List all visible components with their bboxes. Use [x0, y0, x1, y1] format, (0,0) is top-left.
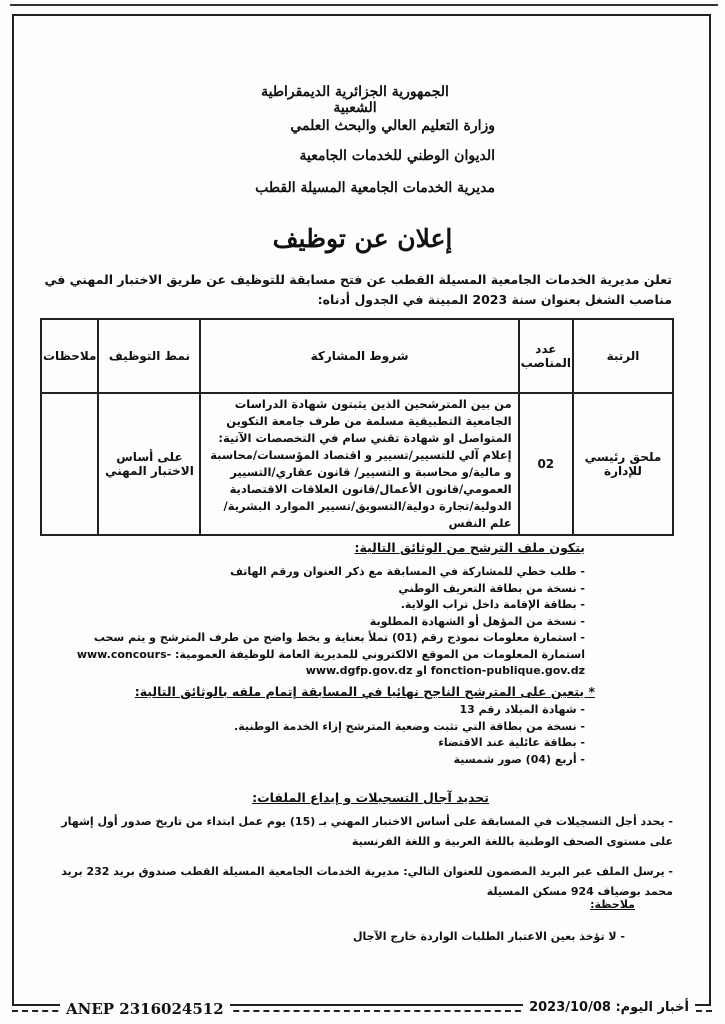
- header-positions: عدد المناصب: [519, 319, 573, 393]
- anep-reference: ANEP 2316024512: [60, 1000, 230, 1018]
- list-item: - نسخة من بطاقة التي تثبت وضعية المترشح إزاء الخدمة الوطنية.: [234, 719, 585, 733]
- top-rule: [10, 4, 718, 6]
- list-item: - أربع (04) صور شمسية: [453, 752, 585, 766]
- docs-section-title: يتكون ملف الترشح من الوثائق التالية:: [354, 540, 585, 555]
- cell-mode: على أساس الاختبار المهني: [98, 393, 200, 535]
- cell-rank: ملحق رئيسي للإدارة: [573, 393, 673, 535]
- header-rank: الرتبة: [573, 319, 673, 393]
- header-conditions: شروط المشاركة: [200, 319, 518, 393]
- note-title: ملاحظة:: [590, 898, 635, 911]
- header-mode: نمط التوظيف: [98, 319, 200, 393]
- cell-positions: 02: [519, 393, 573, 535]
- list-item: - نسخة من بطاقة التعريف الوطني: [398, 581, 585, 595]
- success-docs-list: [165, 702, 585, 768]
- table-row: [41, 393, 673, 535]
- list-item: - نسخة من المؤهل أو الشهادة المطلوبة: [369, 614, 585, 628]
- newspaper-date: أخبار اليوم: 2023/10/08: [523, 1000, 695, 1015]
- success-docs-title: * يتعين على المترشح الناجح نهائيا في المسابقة إتمام ملفه بالوثائق التالية:: [134, 684, 595, 699]
- directorate-heading: مديرية الخدمات الجامعية المسيلة القطب: [255, 180, 495, 196]
- mail-address-paragraph: - يرسل الملف عبر البريد المضمون للعنوان التالي: مديرية الخدمات الجامعية المسيلة القطب صندوق بريد 232 بريد محمد بوضياف 924 مسكن المسيلة: [61, 865, 673, 898]
- ministry-heading: وزارة التعليم العالي والبحث العلمي: [290, 118, 495, 134]
- cell-conditions: من بين المترشحين الذين يثبتون شهادة الدراسات الجامعية التطبيقية مسلمة من طرف جامعة التكوين المتواصل او شهادة تقني سام في التخصصات الآتية: إعلام آلي للتسيير/تسيير و اقتصاد المؤسسات/محاسبة و مالية/و محاسبة و التسيير/ قانون عقاري/التسيير العمومي/قانون الأعمال/قانون العلاقات الاقتصادية الدولية/تجارة دولية/التسويق/تسيير الموارد البشرية/علم النفس: [200, 393, 518, 535]
- republic-heading: الجمهورية الجزائرية الديمقراطية الشعبية: [261, 84, 449, 116]
- note-text: - لا تؤخذ بعين الاعتبار الطلبات الواردة خارج الآجال: [352, 930, 625, 943]
- recruitment-table: [40, 318, 674, 536]
- deadline-paragraph: - يحدد أجل التسجيلات في المسابقة على أساس الاختبار المهني بـ (15) يوم عمل ابتداء من تاريخ صدور أول إشهار على مستوى الصحف الوطنية باللغة العربية و اللغة الفرنسية: [61, 815, 673, 848]
- deadline-section-title: تحديد آجال التسجيلات و إيداع الملفات:: [252, 790, 489, 805]
- header-notes: ملاحظات: [41, 319, 98, 393]
- list-item: - استمارة معلومات نموذج رقم (01) تملأ بعناية و بخط واضح من طرف المترشح و يتم سحب استمارة المعلومات من الموقع الالكتروني للمديرية العامة للوظيفة العمومية: www.concours-fonction-publique.gov.dz او www.dgfp.gov.dz: [76, 631, 585, 677]
- cell-notes: [41, 393, 98, 535]
- announcement-title: إعلان عن توظيف: [272, 224, 453, 253]
- office-heading: الديوان الوطني للخدمات الجامعية: [299, 148, 495, 164]
- table-header-row: [41, 319, 673, 393]
- list-item: - شهادة الميلاد رقم 13: [459, 703, 585, 716]
- list-item: - بطاقة الإقامة داخل تراب الولاية.: [400, 598, 585, 611]
- intro-paragraph: تعلن مديرية الخدمات الجامعية المسيلة القطب عن فتح مسابقة للتوظيف عن طريق الاختبار المهني في مناصب الشغل بعنوان سنة 2023 المبينة في الجدول أدناه:: [44, 272, 672, 307]
- list-item: - بطاقة عائلية عند الاقتضاء: [438, 736, 585, 749]
- docs-list: [65, 564, 585, 680]
- list-item: - طلب خطي للمشاركة في المسابقة مع ذكر العنوان ورقم الهاتف: [230, 565, 585, 578]
